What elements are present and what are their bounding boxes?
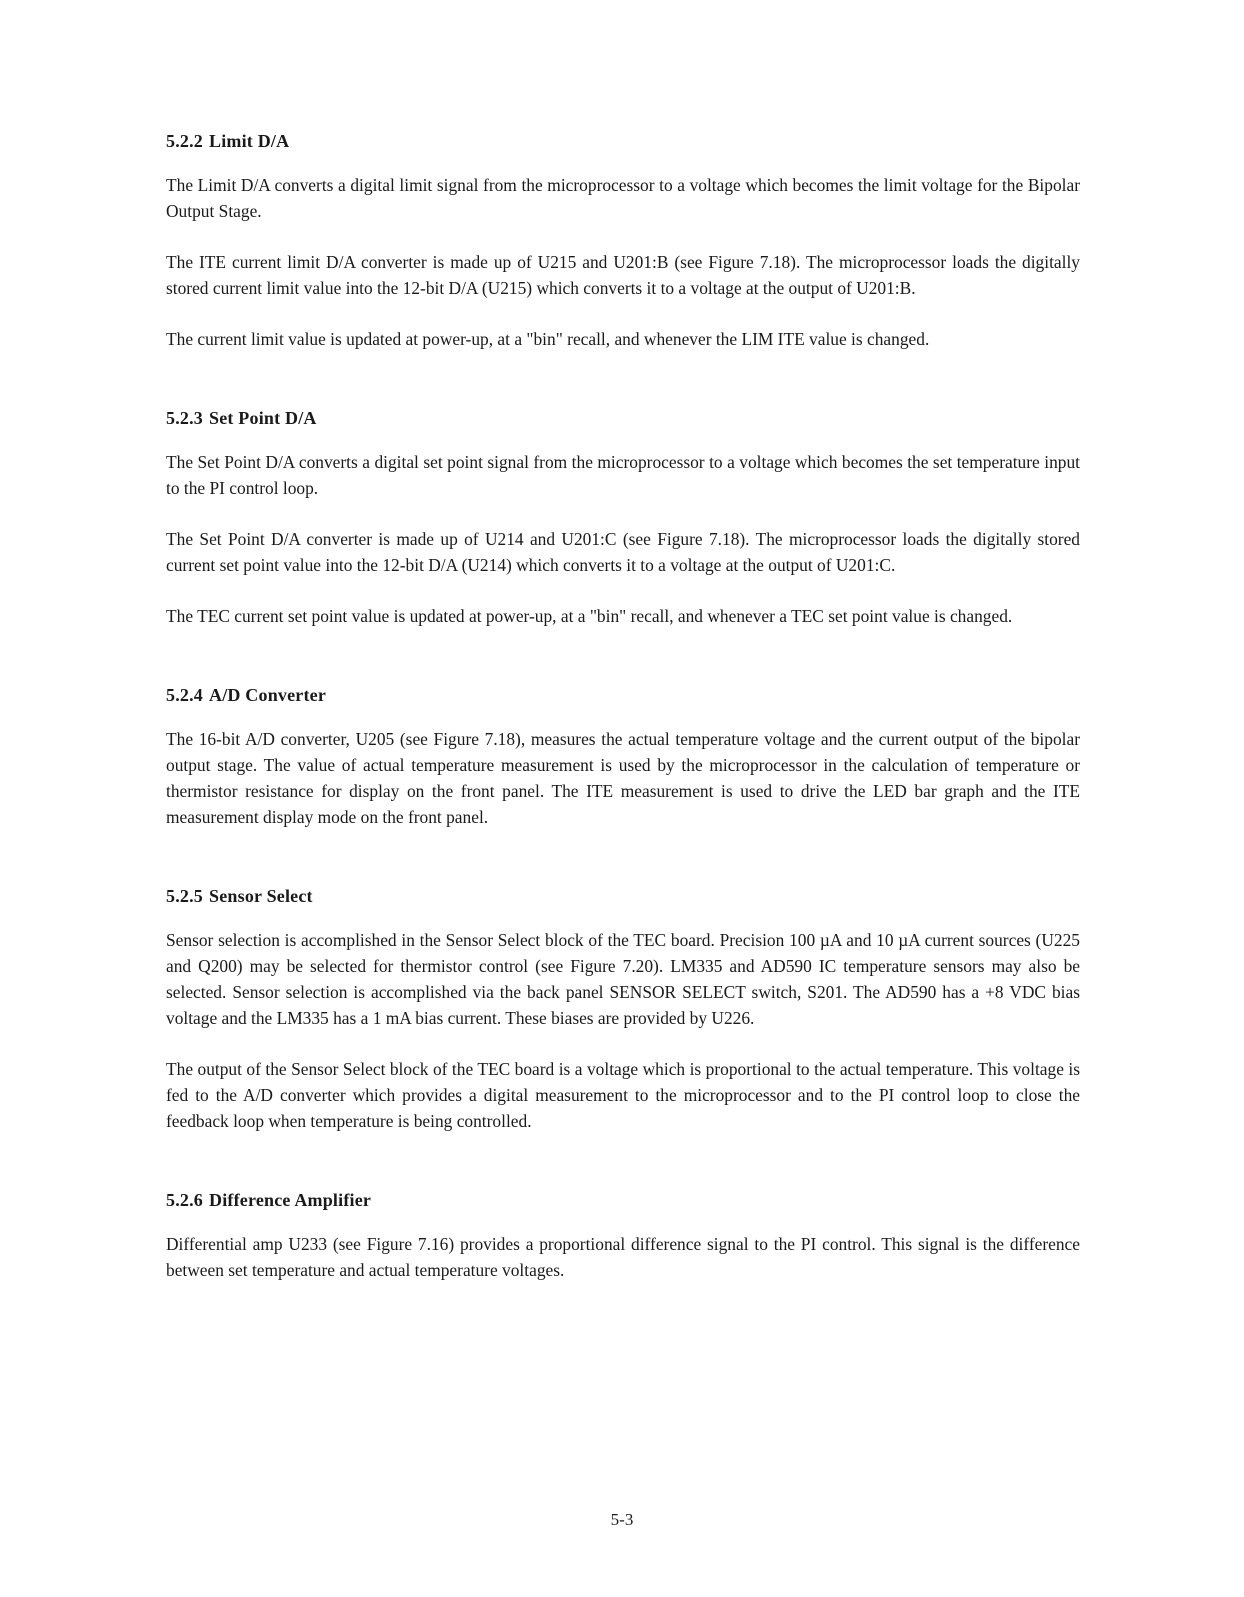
paragraph: The Set Point D/A converts a digital set point signal from the microprocessor to a voltage which becomes the set temperature input to the PI control loop. (166, 452, 1080, 498)
section-title: Set Point D/A (209, 408, 317, 428)
section-title: Difference Amplifier (209, 1190, 372, 1210)
section-heading (166, 682, 1080, 708)
section-5-2-2 (166, 128, 1080, 352)
section-heading (166, 1187, 1080, 1213)
section-number: 5.2.6 (166, 1190, 203, 1210)
paragraph: The ITE current limit D/A converter is made up of U215 and U201:B (see Figure 7.18). The microprocessor loads the digitally stored current limit value into the 12-bit D/A (U215) which converts it to a voltage at the output of U201:B. (166, 252, 1080, 298)
section-5-2-3 (166, 405, 1080, 629)
paragraph: The current limit value is updated at power-up, at a "bin" recall, and whenever the LIM ITE value is changed. (166, 329, 930, 349)
paragraph: Differential amp U233 (see Figure 7.16) provides a proportional difference signal to the PI control. This signal is the difference between set temperature and actual temperature voltages. (166, 1234, 1080, 1280)
page-number: 5-3 (610, 1510, 634, 1529)
section-title: A/D Converter (209, 685, 327, 705)
section-number: 5.2.5 (166, 886, 203, 906)
paragraph: The TEC current set point value is updated at power-up, at a "bin" recall, and whenever a TEC set point value is changed. (166, 606, 1013, 626)
section-5-2-5 (166, 883, 1080, 1134)
section-number: 5.2.2 (166, 131, 203, 151)
paragraph: The Limit D/A converts a digital limit signal from the microprocessor to a voltage which becomes the limit voltage for the Bipolar Output Stage. (166, 175, 1080, 221)
section-heading (166, 128, 1080, 154)
paragraph: Sensor selection is accomplished in the Sensor Select block of the TEC board. Precision 100 µA and 10 µA current sources (U225 and Q200) may be selected for thermistor control (see Figure 7.20). LM335 and AD590 IC temperature sensors may also be selected. Sensor selection is accomplished via the back panel SENSOR SELECT switch, S201. The AD590 has a +8 VDC bias voltage and the LM335 has a 1 mA bias current. These biases are provided by U226. (166, 930, 1080, 1028)
paragraph: The output of the Sensor Select block of the TEC board is a voltage which is proportional to the actual temperature. This voltage is fed to the A/D converter which provides a digital measurement to the microprocessor and to the PI control loop to close the feedback loop when temperature is being controlled. (166, 1059, 1080, 1131)
paragraph: The 16-bit A/D converter, U205 (see Figure 7.18), measures the actual temperature voltage and the current output of the bipolar output stage. The value of actual temperature measurement is used by the microprocessor in the calculation of temperature or thermistor resistance for display on the front panel. The ITE measurement is used to drive the LED bar graph and the ITE measurement display mode on the front panel. (166, 729, 1080, 827)
section-5-2-4 (166, 682, 1080, 830)
section-number: 5.2.4 (166, 685, 203, 705)
document-body (166, 128, 1080, 1308)
section-title: Limit D/A (209, 131, 290, 151)
paragraph: The Set Point D/A converter is made up of U214 and U201:C (see Figure 7.18). The microprocessor loads the digitally stored current set point value into the 12-bit D/A (U214) which converts it to a voltage at the output of U201:C. (166, 529, 1080, 575)
section-number: 5.2.3 (166, 408, 203, 428)
section-title: Sensor Select (209, 886, 313, 906)
section-heading (166, 883, 1080, 909)
section-heading (166, 405, 1080, 431)
section-5-2-6 (166, 1187, 1080, 1283)
